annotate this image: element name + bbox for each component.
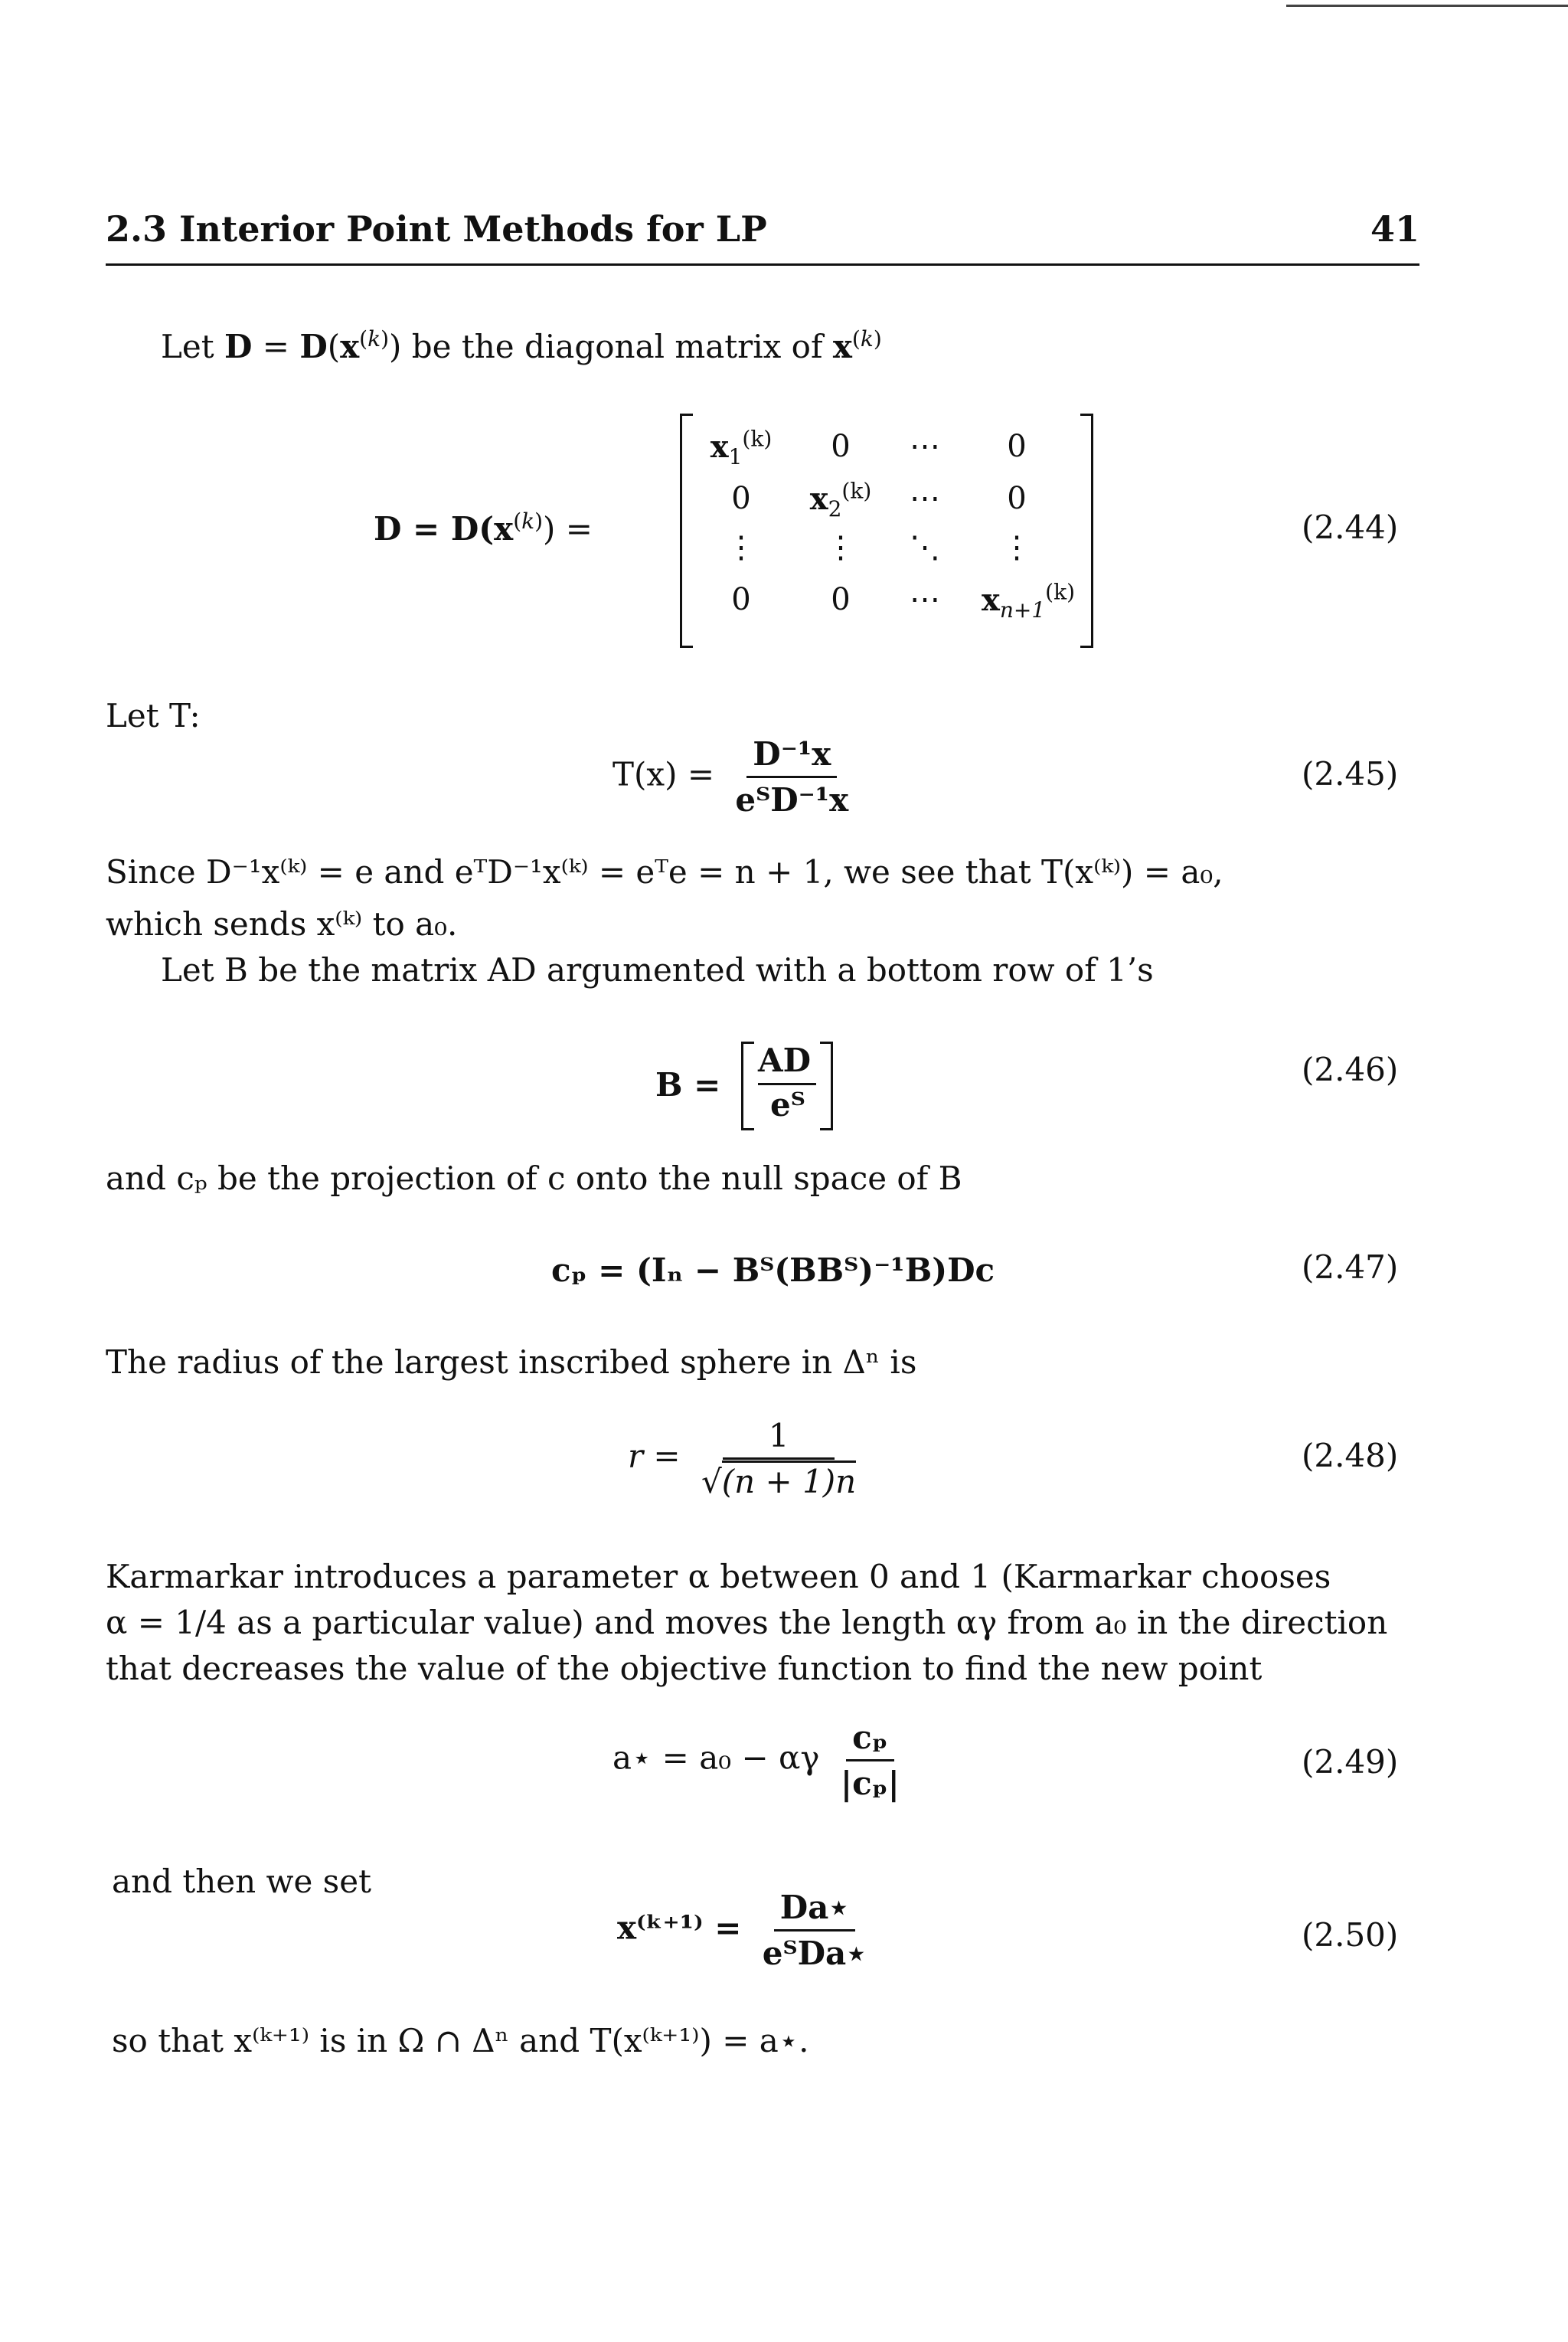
intro-sentence: Let $D = D(x^{(k)})$ be the diagonal matrix of $x^{(k)}$ — [161, 326, 882, 365]
cp-text: and cₚ be the projection of c onto the null space of B — [106, 1160, 962, 1197]
matrix-cell: 0 — [1007, 481, 1027, 516]
equation-number: (2.47) — [1302, 1248, 1399, 1286]
karmarkar-line-1: Karmarkar introduces a parameter α between 0 and 1 (Karmarkar chooses — [106, 1558, 1331, 1595]
eq46-lhs: B = — [655, 1066, 721, 1104]
section-title: 2.3 Interior Point Methods for LP — [106, 208, 767, 250]
eq46-block-vector — [741, 1042, 833, 1126]
intro-lead: Let — [161, 328, 224, 365]
eq48-numerator: 1 — [723, 1417, 835, 1460]
matrix-cell: ⋮ — [825, 530, 856, 565]
eq48-fraction — [695, 1417, 862, 1500]
eq50-lhs: x⁽ᵏ⁺¹⁾ = — [617, 1909, 742, 1947]
since-line-1: Since D⁻¹x⁽ᵏ⁾ = e and eᵀD⁻¹x⁽ᵏ⁾ = eᵀe = n + 1, we see that T(x⁽ᵏ⁾) = a₀, — [106, 853, 1223, 891]
equation-number: (2.48) — [1302, 1437, 1399, 1474]
since-line-2: which sends x⁽ᵏ⁾ to a₀. — [106, 905, 458, 943]
equation-number: (2.45) — [1302, 755, 1399, 793]
eq50-denominator: eᵀDa⋆ — [762, 1935, 867, 1972]
bracket-left — [741, 1042, 754, 1130]
matrix-cell: 0 — [1007, 429, 1027, 464]
matrix-cell: 0 — [831, 582, 851, 617]
final-sentence: so that x⁽ᵏ⁺¹⁾ is in Ω ∩ Δⁿ and T(x⁽ᵏ⁺¹⁾) = a⋆. — [112, 2022, 809, 2059]
eq49-lhs: a⋆ = a₀ − αγ — [612, 1739, 820, 1777]
equation-number: (2.46) — [1302, 1051, 1399, 1088]
equation-number: (2.49) — [1302, 1743, 1399, 1781]
matrix-cell: $x_1^{(k)}$ — [710, 426, 773, 469]
bracket-right — [820, 1042, 833, 1130]
eq45-fraction — [729, 735, 854, 819]
eq45-denominator: eᵀD⁻¹x — [735, 781, 849, 819]
page-number: 41 — [1370, 208, 1419, 250]
then-text: and then we set — [112, 1863, 371, 1900]
header-rule — [106, 263, 1419, 266]
let-t-text: Let T: — [106, 697, 201, 734]
equation-2-49 — [612, 1719, 910, 1802]
scan-artifact-line — [1286, 5, 1568, 7]
eq45-numerator: D⁻¹x — [746, 735, 837, 778]
eq46-divider — [758, 1083, 816, 1085]
matrix-cell: 0 — [831, 429, 851, 464]
eq46-top: AD — [758, 1042, 812, 1079]
eq49-numerator: cₚ — [846, 1719, 894, 1761]
matrix-cell: 0 — [731, 582, 751, 617]
eq49-denominator: |cₚ| — [840, 1765, 900, 1802]
radius-text: The radius of the largest inscribed sphere in Δⁿ is — [106, 1343, 917, 1381]
eq48-lhs: r = — [628, 1437, 681, 1475]
eq44-lhs-text: D = D(x — [374, 510, 514, 548]
equation-2-47: cₚ = (Iₙ − Bᵀ(BBᵀ)⁻¹B)Dc — [551, 1251, 995, 1289]
equation-2-48 — [628, 1417, 867, 1500]
intro-rest: be the diagonal matrix of — [401, 328, 833, 365]
running-header — [106, 208, 1419, 270]
eq44-lhs: $D = D(x^{(k)})$ = — [374, 509, 593, 548]
sqrt-icon: √ — [701, 1463, 722, 1500]
matrix-cell: 0 — [731, 481, 751, 516]
matrix-cell: $x_{n+1}^{(k)}$ — [982, 579, 1075, 623]
equation-number: (2.44) — [1302, 509, 1399, 546]
karmarkar-line-2: α = 1/4 as a particular value) and moves the length αγ from a₀ in the direction — [106, 1604, 1388, 1641]
karmarkar-line-3: that decreases the value of the objective function to find the new point — [106, 1650, 1263, 1687]
matrix-cell: ⋯ — [910, 429, 940, 464]
eq49-fraction — [835, 1719, 906, 1802]
matrix-cell: ⋱ — [910, 530, 940, 565]
matrix-cell: ⋮ — [726, 530, 756, 565]
matrix-cell: ⋯ — [910, 582, 940, 617]
matrix-cell: ⋯ — [910, 481, 940, 516]
matrix-cell: ⋮ — [1001, 530, 1032, 565]
let-b-text: Let B be the matrix AD argumented with a bottom row of 1’s — [161, 951, 1154, 989]
equation-2-50 — [617, 1889, 877, 1972]
diagonal-matrix — [680, 414, 1093, 643]
eq50-numerator: Da⋆ — [774, 1889, 855, 1931]
eq48-denominator: √(n + 1)n — [695, 1460, 862, 1500]
matrix-cell: $x_2^{(k)}$ — [809, 478, 872, 522]
eq50-fraction — [756, 1889, 873, 1972]
eq44-lhs-close: ) = — [543, 510, 593, 548]
equation-number: (2.50) — [1302, 1916, 1399, 1954]
eq45-lhs: T(x) = — [612, 755, 715, 793]
bracket-left — [680, 414, 693, 648]
eq46-bottom: eᵀ — [770, 1086, 805, 1124]
equation-2-45 — [612, 735, 859, 819]
